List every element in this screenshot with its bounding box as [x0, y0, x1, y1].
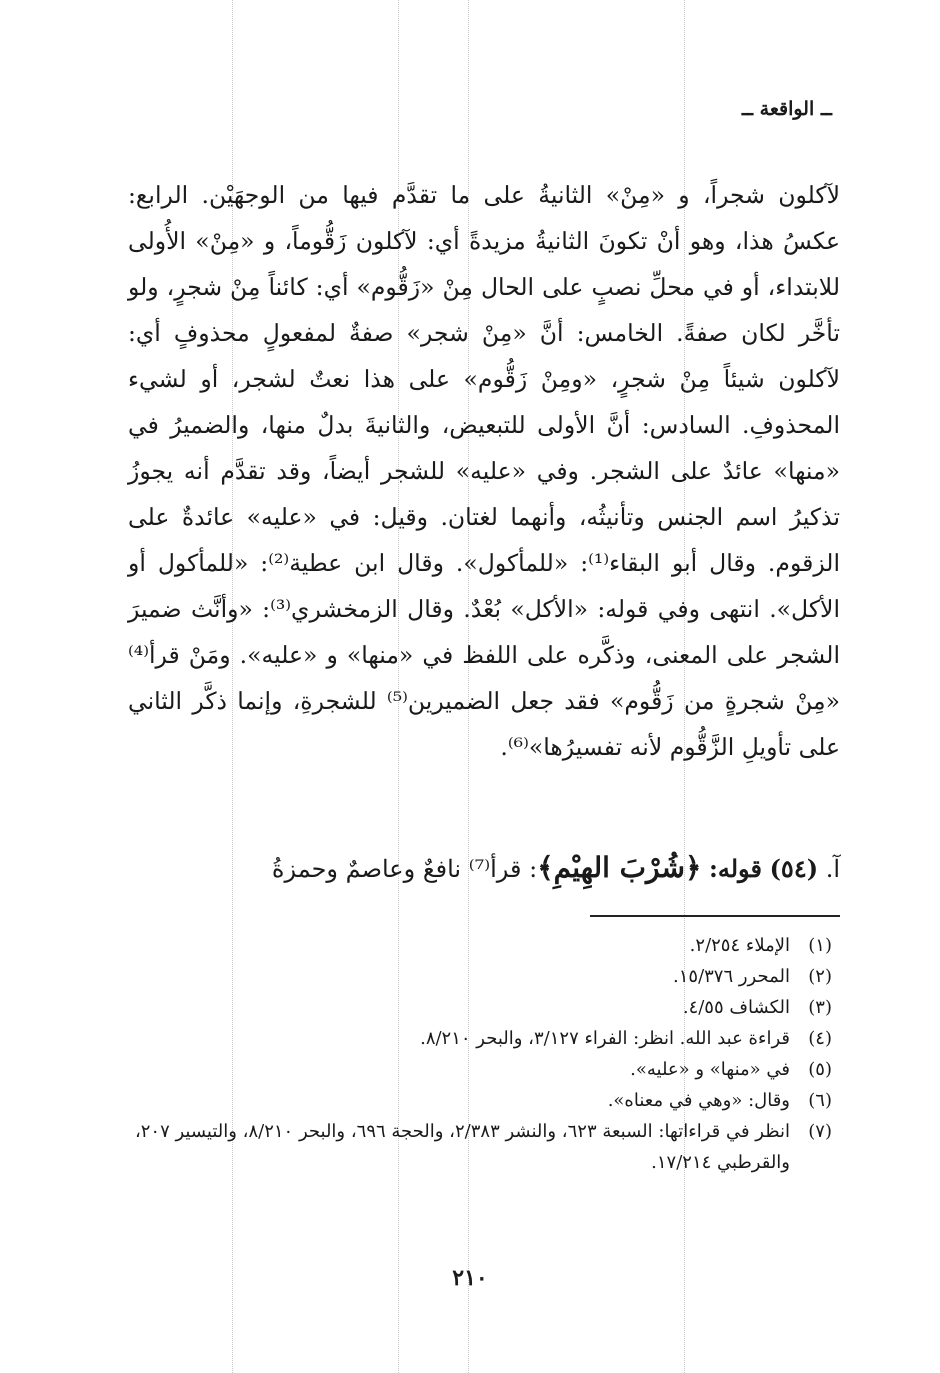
footnotes: [128, 930, 832, 1178]
body-paragraph: لآكلون شجراً، و «مِنْ» الثانيةُ على ما تقدَّم فيها من الوجهَيْن. الرابع: عكسُ هذا، وهو أنْ تكونَ الثانيةُ مزيدةً أي: لآكلون زَقُّوماً، و «مِنْ» الأُولى للابتداء، أو في محلِّ نصبٍ على الحال مِنْ «زَقُّوم» أي: كائناً مِنْ شجرٍ، ولو تأخَّر لكان صفةً. الخامس: أنَّ «مِنْ شجر» صفةٌ لمفعولٍ محذوفٍ أي: لآكلون شيئاً مِنْ شجرٍ، «ومِنْ زَقُّوم» على هذا نعتٌ لشجر، أو لشيء المحذوفِ. السادس: أنَّ الأولى للتبعيض، والثانيةَ بدلٌ منها، والضميرُ في «منها» عائدٌ على الشجر. وفي «عليه» للشجر أيضاً، وقد تقدَّم أنه يجوزُ تذكيرُ اسم الجنس وتأنيثُه، وأنهما لغتان. وقيل: في «عليه» عائدةٌ على الزقوم. وقال أبو البقاء⁽¹⁾: «للمأكول». وقال ابن عطية⁽²⁾: «للمأكول أو الأكل». انتهى وفي قوله: «الأكل» بُعْدٌ. وقال الزمخشري⁽³⁾: «وأنَّث ضميرَ الشجر على المعنى، وذكَّره على اللفظ في «منها» و «عليه». ومَنْ قرأ⁽⁴⁾ «مِنْ شجرةٍ من زَقُّوم» فقد جعل الضميرين⁽⁵⁾ للشجرةِ، وإنما ذكَّر الثاني على تأويلِ الزَّقُّوم لأنه تفسيرُها»⁽⁶⁾.: [128, 181, 840, 761]
footnote-number: (٧): [808, 1121, 832, 1142]
entry-prefix: آ.: [825, 855, 840, 883]
verse-number: (٥٤): [769, 854, 819, 883]
footnote-text: الإملاء ٢/٢٥٤.: [689, 935, 790, 956]
footnote-item: [128, 1054, 832, 1085]
body-text: [128, 172, 840, 770]
footnote-number: (٣): [808, 997, 832, 1018]
footnote-item: [128, 1085, 832, 1116]
quran-quote: ﴿شُرْبَ الهِيْمِ﴾: [537, 851, 702, 884]
footnote-text: في «منها» و «عليه».: [630, 1059, 790, 1080]
footnote-number: (١): [808, 935, 832, 956]
page-number: ٢١٠: [452, 1265, 488, 1291]
footnote-text: وقال: «وهي في معناه».: [607, 1090, 790, 1111]
footnote-item: [128, 992, 832, 1023]
footnote-number: (٥): [808, 1059, 832, 1080]
footnote-item: [128, 1116, 832, 1178]
footnote-number: (٤): [808, 1028, 832, 1049]
footnote-text: الكشاف ٤/٥٥.: [682, 997, 790, 1018]
footnote-item: [128, 1023, 832, 1054]
footnote-item: [128, 930, 832, 961]
footnote-text: المحرر ١٥/٣٧٦.: [673, 966, 790, 987]
footnote-number: (٢): [808, 966, 832, 987]
entry-label: قوله:: [709, 854, 762, 883]
footnote-divider: [590, 915, 840, 917]
entry-rest: : قرأ⁽⁷⁾ نافعٌ وعاصمٌ وحمزةُ: [271, 855, 538, 883]
footnote-item: [128, 961, 832, 992]
verse-entry: [128, 845, 840, 892]
footnote-number: (٦): [808, 1090, 832, 1111]
footnote-text: انظر في قراءاتها: السبعة ٦٢٣، والنشر ٢/٣٨٣، والحجة ٦٩٦، والبحر ٨/٢١٠، والتيسير ٢٠٧، والقرطبي ١٧/٢١٤.: [134, 1121, 790, 1173]
running-header: ــ الواقعة ــ: [741, 98, 832, 120]
footnote-text: قراءة عبد الله. انظر: الفراء ٣/١٢٧، والبحر ٨/٢١٠.: [420, 1028, 790, 1049]
